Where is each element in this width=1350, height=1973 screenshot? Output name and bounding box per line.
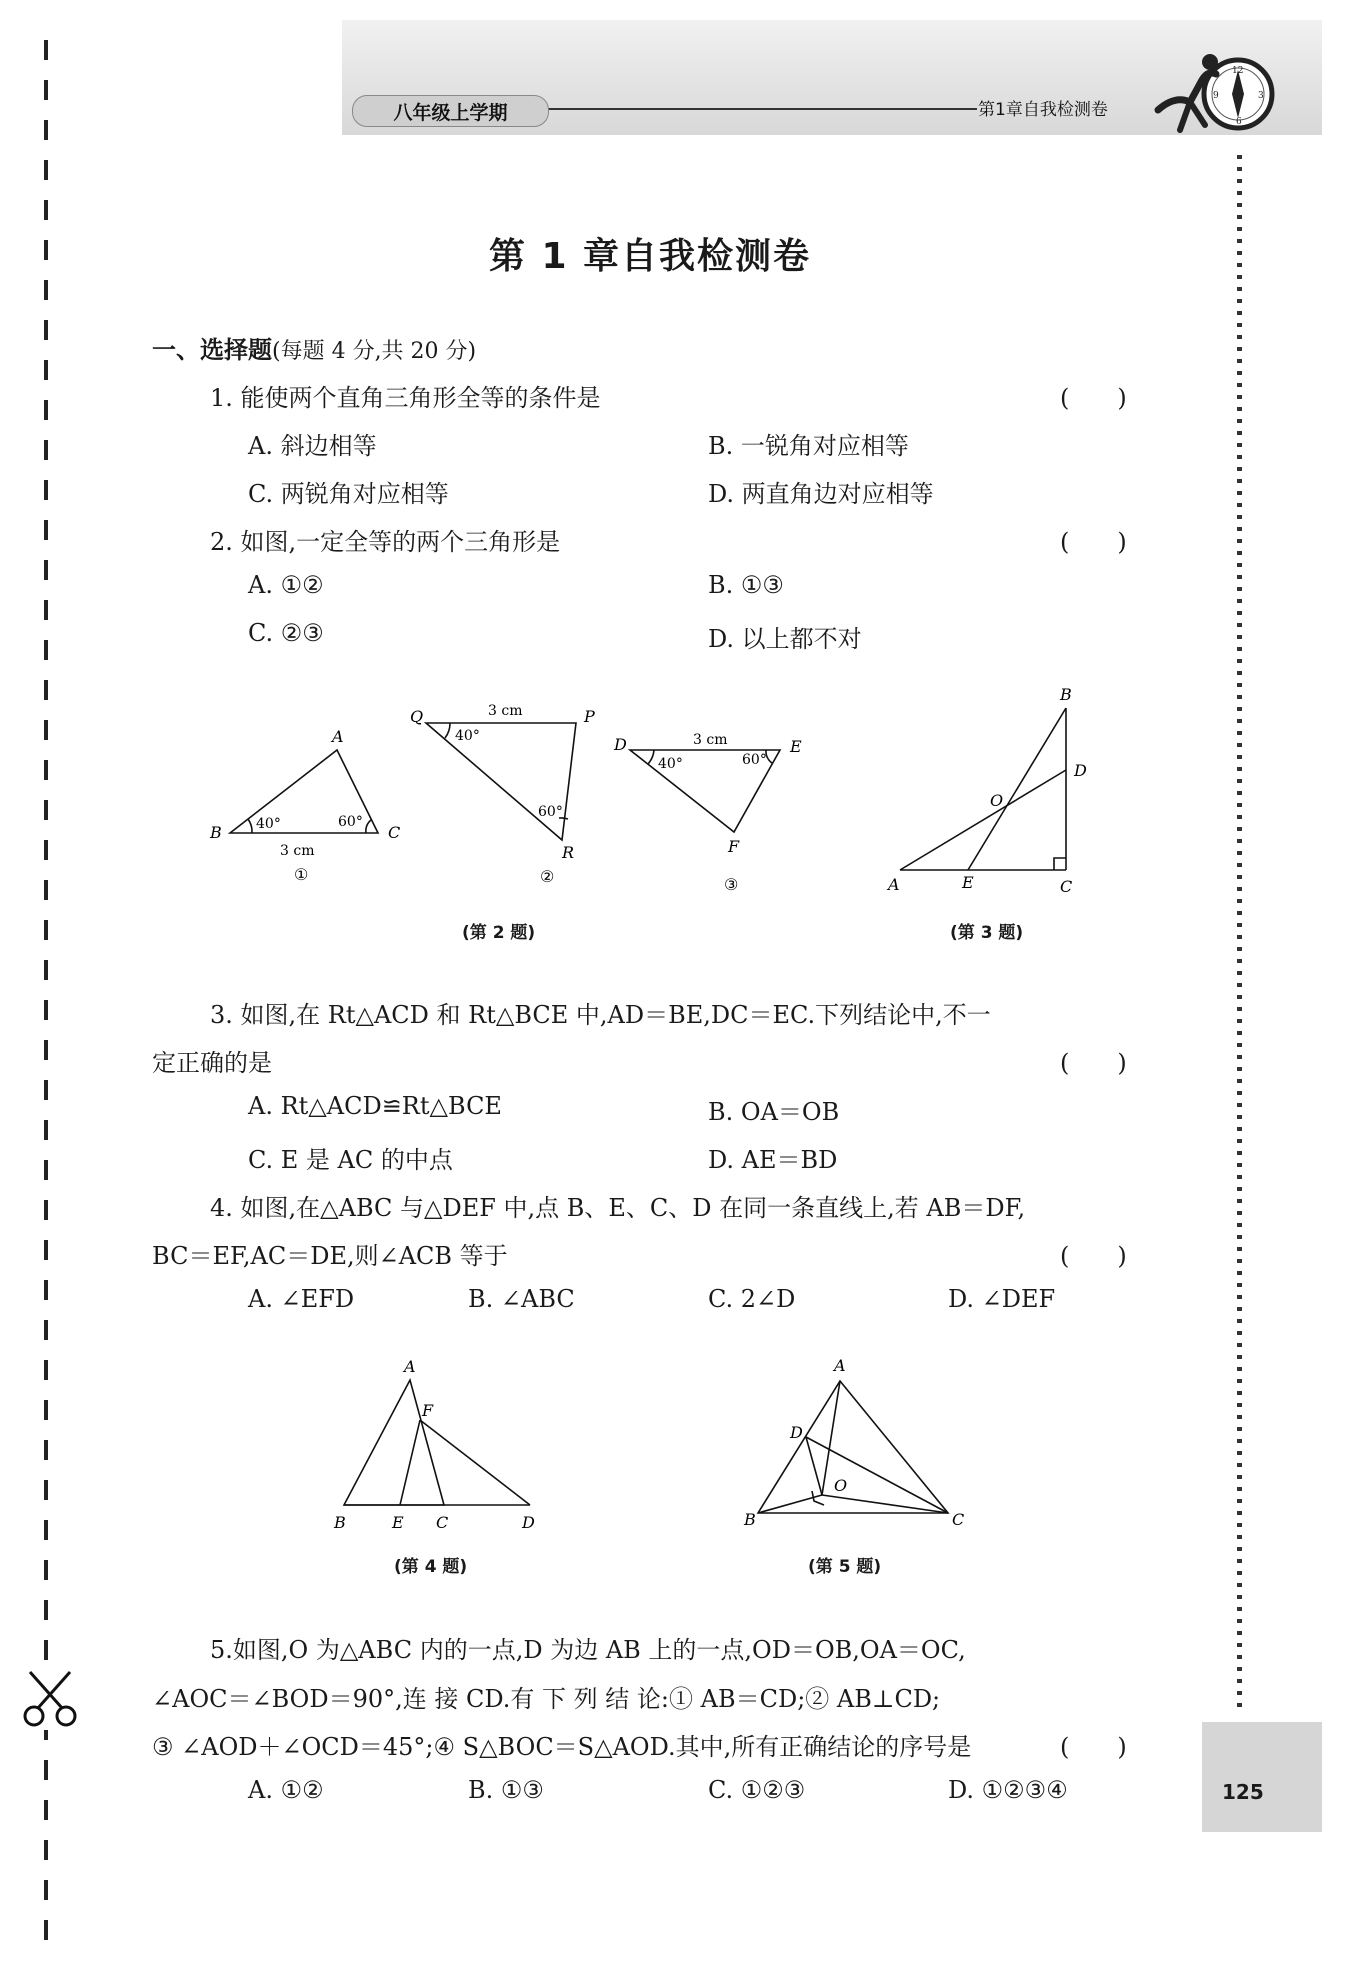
q1-option-b: B. 一锐角对应相等 (708, 432, 909, 460)
fig5-label-d: D (790, 1423, 803, 1442)
fig5-label-o: O (834, 1476, 848, 1495)
q3-option-a: A. Rt△ACD≌Rt△BCE (248, 1092, 502, 1120)
q5-option-c: C. ①②③ (708, 1776, 806, 1804)
q4-stem-line2: BC＝EF,AC＝DE,则∠ACB 等于 (152, 1242, 508, 1270)
fig3-label-e: E (962, 873, 974, 892)
fig3-label-d: D (1074, 761, 1087, 780)
t3-side-label: 3 cm (693, 732, 728, 748)
fig4-label-c: C (436, 1513, 449, 1532)
fig4-label-f: F (422, 1401, 434, 1420)
q5-line2: ∠AOC＝∠BOD＝90°,连 接 CD.有 下 列 结 论:① AB＝CD;② AB⊥CD; (152, 1685, 941, 1713)
q2-option-d: D. 以上都不对 (708, 625, 862, 653)
cut-line (44, 40, 48, 1940)
section-label: 一、选择题 (152, 336, 272, 364)
fig3-label-a: A (888, 875, 900, 894)
q3-stem-line1: 3. 如图,在 Rt△ACD 和 Rt△BCE 中,AD＝BE,DC＝EC.下列结论中,不一 (210, 1001, 991, 1029)
q5-line3: ③ ∠AOD＋∠OCD＝45°;④ S△BOC＝S△AOD.其中,所有正确结论的序号是 (152, 1733, 972, 1761)
svg-text:3: 3 (1258, 91, 1264, 101)
figure-q5 (730, 1345, 980, 1545)
t2-label-q: Q (410, 707, 424, 726)
q1-option-a: A. 斜边相等 (248, 432, 377, 460)
t3-angle-d: 40° (658, 756, 683, 772)
q2-stem: 2. 如图,一定全等的两个三角形是 (210, 528, 561, 556)
q5-line1: 5.如图,O 为△ABC 内的一点,D 为边 AB 上的一点,OD＝OB,OA＝OC, (210, 1636, 966, 1664)
q5-option-d: D. ①②③④ (948, 1776, 1068, 1804)
q4-option-c: C. 2∠D (708, 1285, 796, 1313)
svg-text:9: 9 (1213, 91, 1219, 101)
page-number: 125 (1222, 1780, 1264, 1804)
t1-label-c: C (388, 823, 401, 842)
scissors-icon (22, 1668, 78, 1730)
svg-text:6: 6 (1236, 117, 1242, 127)
fig5-label-b: B (744, 1510, 756, 1529)
figure-q4 (320, 1350, 560, 1540)
fig4-caption: (第 4 题) (394, 1557, 468, 1577)
fig2-caption: (第 2 题) (462, 923, 536, 943)
fig3-label-b: B (1060, 685, 1072, 704)
t3-label-e: E (790, 737, 802, 756)
q3-option-b: B. OA＝OB (708, 1098, 840, 1126)
t2-side-label: 3 cm (488, 703, 523, 719)
q4-option-a: A. ∠EFD (248, 1285, 355, 1313)
t1-angle-b: 40° (256, 816, 281, 832)
t3-number: ③ (724, 875, 739, 894)
fig4-label-d: D (522, 1513, 535, 1532)
q2-option-c: C. ②③ (248, 619, 324, 647)
t1-angle-c: 60° (338, 814, 363, 830)
fig4-label-a: A (404, 1357, 416, 1376)
q4-answer-blank: ( ) (1060, 1242, 1127, 1270)
q3-option-d: D. AE＝BD (708, 1146, 838, 1174)
grade-badge: 八年级上学期 (352, 95, 549, 127)
fig3-lines (900, 708, 1066, 870)
page-number-box (1202, 1722, 1322, 1832)
svg-text:12: 12 (1232, 66, 1244, 76)
fig3-label-o: O (990, 791, 1004, 810)
q1-stem: 1. 能使两个直角三角形全等的条件是 (210, 384, 601, 412)
t1-label-a: A (332, 727, 344, 746)
chapter-tag: 第1章自我检测卷 (978, 100, 1108, 120)
q3-stem-line2: 定正确的是 (152, 1049, 272, 1077)
fig5-label-c: C (952, 1510, 965, 1529)
q3-option-c: C. E 是 AC 的中点 (248, 1146, 453, 1174)
q5-answer-blank: ( ) (1060, 1733, 1127, 1761)
section-note: (每题 4 分,共 20 分) (272, 339, 477, 364)
fig5-label-a: A (834, 1356, 846, 1375)
t2-number: ② (540, 867, 555, 886)
q4-stem-line1: 4. 如图,在△ABC 与△DEF 中,点 B、E、C、D 在同一条直线上,若 AB＝DF, (210, 1194, 1026, 1222)
t2-angle-q: 40° (455, 728, 480, 744)
q2-option-b: B. ①③ (708, 571, 784, 599)
fig4-lines (344, 1380, 530, 1505)
q5-option-a: A. ①② (248, 1776, 324, 1804)
page-title: 第 1 章自我检测卷 (488, 236, 812, 277)
fig5-caption: (第 5 题) (808, 1557, 882, 1577)
q1-answer-blank: ( ) (1060, 384, 1127, 412)
q1-option-c: C. 两锐角对应相等 (248, 480, 449, 508)
fig3-label-c: C (1060, 877, 1073, 896)
section-heading (152, 330, 476, 365)
fig3-caption: (第 3 题) (950, 923, 1024, 943)
q5-option-b: B. ①③ (468, 1776, 544, 1804)
t3-label-f: F (728, 837, 740, 856)
t2-label-r: R (562, 843, 575, 862)
q2-answer-blank: ( ) (1060, 528, 1127, 556)
q1-option-d: D. 两直角边对应相等 (708, 480, 934, 508)
t2-angle-r: 60° (538, 804, 563, 820)
fig5-lines (758, 1381, 948, 1513)
q4-option-d: D. ∠DEF (948, 1285, 1056, 1313)
q3-answer-blank: ( ) (1060, 1049, 1127, 1077)
figure-q3 (880, 680, 1100, 900)
dotted-margin-line (1237, 155, 1242, 1715)
header-rule (545, 108, 977, 110)
t1-side-label: 3 cm (280, 843, 315, 859)
runner-clock-logo-icon (1150, 40, 1280, 150)
fig4-label-e: E (392, 1513, 404, 1532)
triangle-2 (426, 723, 576, 840)
q4-option-b: B. ∠ABC (468, 1285, 575, 1313)
t2-label-p: P (584, 707, 595, 726)
t1-number: ① (294, 865, 309, 884)
figure-q2 (200, 690, 820, 930)
t1-label-b: B (210, 823, 222, 842)
q2-option-a: A. ①② (248, 571, 324, 599)
t3-label-d: D (614, 735, 627, 754)
t3-angle-e: 60° (742, 752, 767, 768)
fig4-label-b: B (334, 1513, 346, 1532)
